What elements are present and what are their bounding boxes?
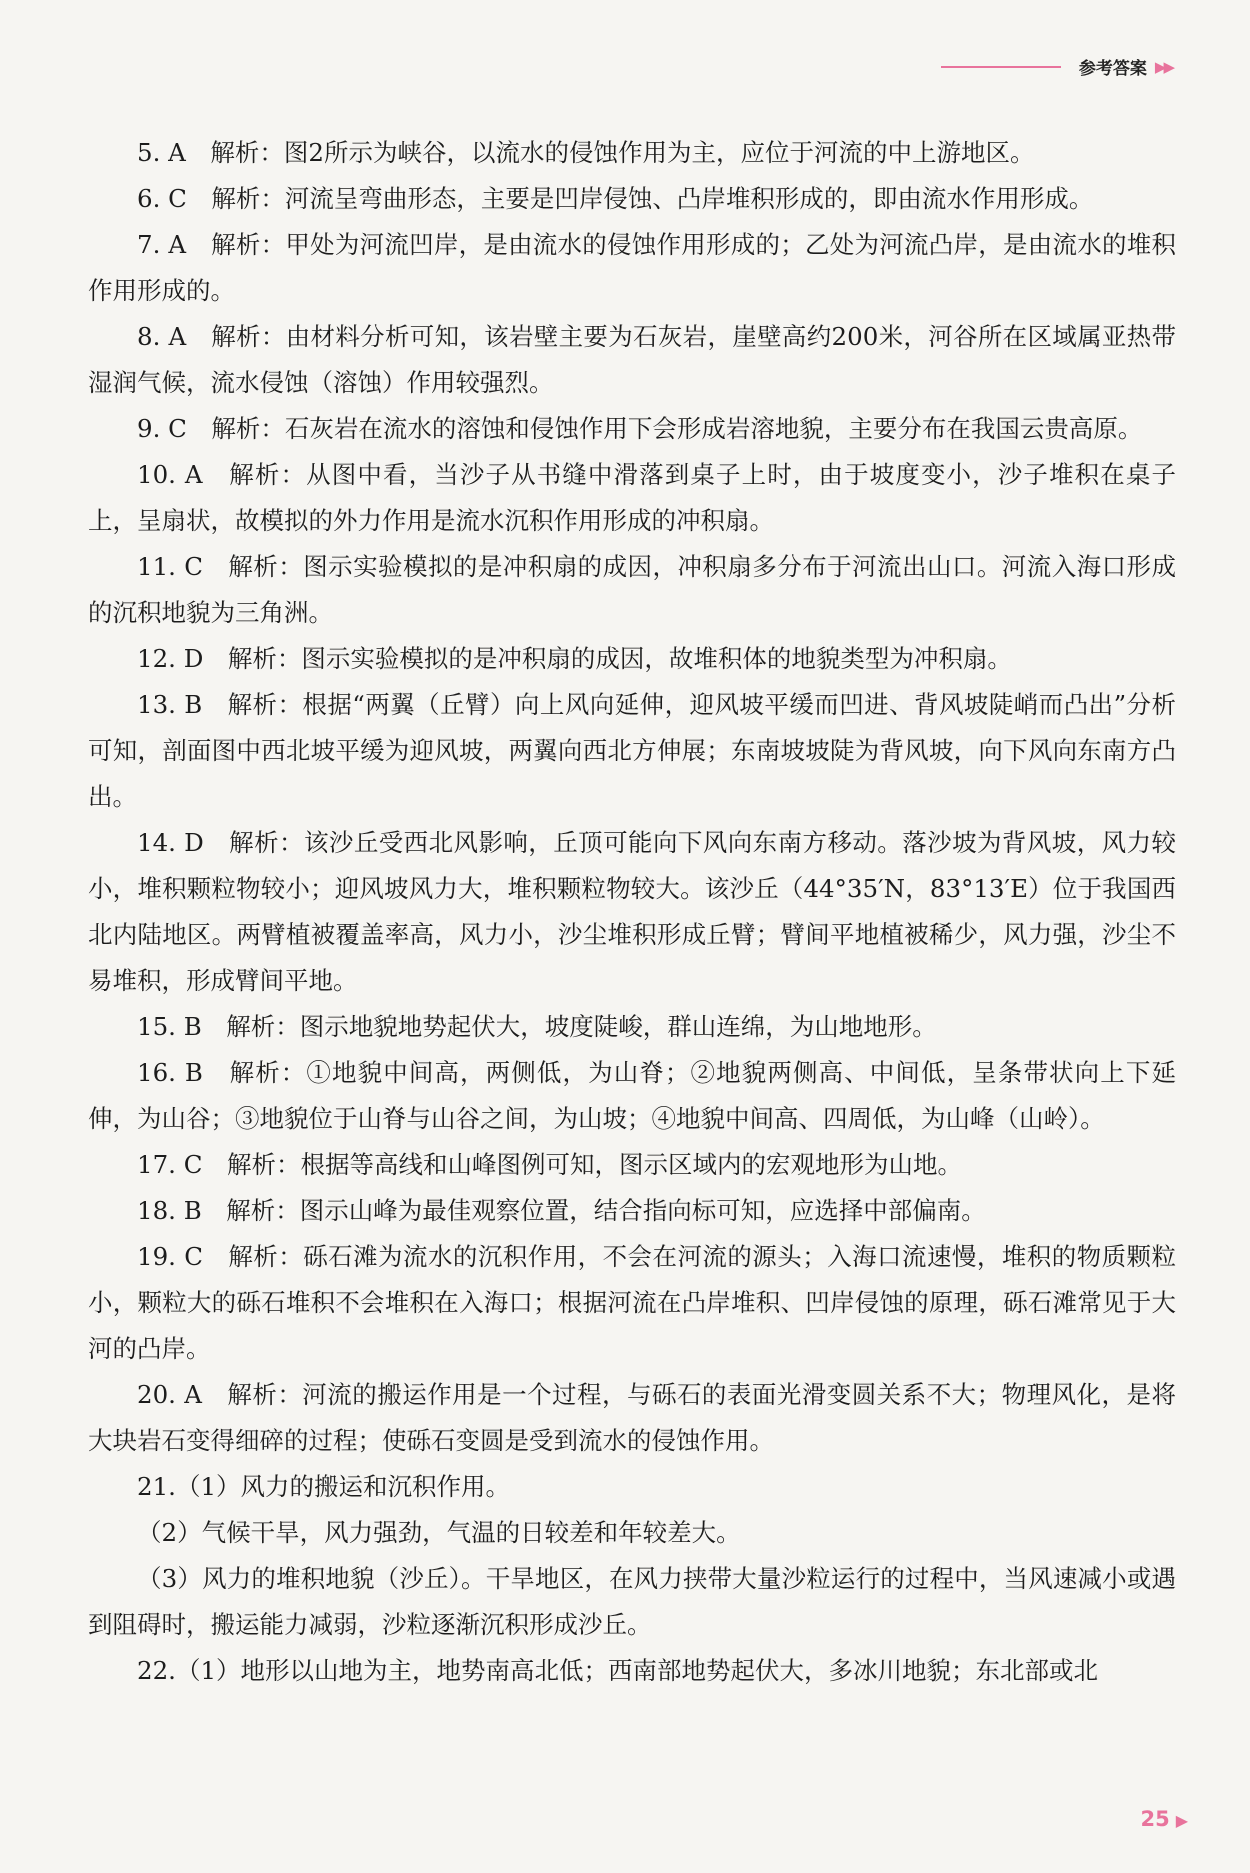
answer-paragraph: 11. C 解析：图示实验模拟的是冲积扇的成因，冲积扇多分布于河流出山口。河流入海口形成的沉积地貌为三角洲。 xyxy=(88,552,1176,627)
answer-paragraph: 22.（1）地形以山地为主，地势南高北低；西南部地势起伏大，多冰川地貌；东北部或北 xyxy=(137,1656,1099,1685)
answer-paragraph: 18. B 解析：图示山峰为最佳观察位置，结合指向标可知，应选择中部偏南。 xyxy=(137,1196,986,1225)
answer-paragraph: 8. A 解析：由材料分析可知，该岩壁主要为石灰岩，崖壁高约200米，河谷所在区域属亚热带湿润气候，流水侵蚀（溶蚀）作用较强烈。 xyxy=(88,322,1176,397)
page-header xyxy=(941,54,1172,79)
answer-paragraph: （2）气候干旱，风力强劲，气温的日较差和年较差大。 xyxy=(137,1518,741,1547)
answer-paragraph: 20. A 解析：河流的搬运作用是一个过程，与砾石的表面光滑变圆关系不大；物理风化，是将大块岩石变得细碎的过程；使砾石变圆是受到流水的侵蚀作用。 xyxy=(88,1380,1176,1455)
double-arrow-icon: ▶▶ xyxy=(1154,57,1172,76)
answer-paragraph: 13. B 解析：根据“两翼（丘臂）向上风向延伸，迎风坡平缓而凹进、背风坡陡峭而凸出”分析可知，剖面图中西北坡平缓为迎风坡，两翼向西北方伸展；东南坡坡陡为背风坡，向下风向东南方凸出。 xyxy=(88,690,1176,811)
answer-paragraph: 12. D 解析：图示实验模拟的是冲积扇的成因，故堆积体的地貌类型为冲积扇。 xyxy=(137,644,1012,673)
answer-content xyxy=(88,130,1176,1694)
answer-paragraph: 15. B 解析：图示地貌地势起伏大，坡度陡峻，群山连绵，为山地地形。 xyxy=(137,1012,937,1041)
answer-paragraph: （3）风力的堆积地貌（沙丘）。干旱地区，在风力挟带大量沙粒运行的过程中，当风速减小或遇到阻碍时，搬运能力减弱，沙粒逐渐沉积形成沙丘。 xyxy=(88,1564,1176,1639)
answer-paragraph: 19. C 解析：砾石滩为流水的沉积作用，不会在河流的源头；入海口流速慢，堆积的物质颗粒小，颗粒大的砾石堆积不会堆积在入海口；根据河流在凸岸堆积、凹岸侵蚀的原理，砾石滩常见于大河的凸岸。 xyxy=(88,1242,1176,1363)
page-number xyxy=(1140,1807,1188,1831)
answer-paragraph: 16. B 解析：①地貌中间高，两侧低，为山脊；②地貌两侧高、中间低，呈条带状向上下延伸，为山谷；③地貌位于山脊与山谷之间，为山坡；④地貌中间高、四周低，为山峰（山岭）。 xyxy=(88,1058,1176,1133)
answer-paragraph: 14. D 解析：该沙丘受西北风影响，丘顶可能向下风向东南方移动。落沙坡为背风坡，风力较小，堆积颗粒物较小；迎风坡风力大，堆积颗粒物较大。该沙丘（44°35′N，83°13′E）位于我国西北内陆地区。两臂植被覆盖率高，风力小，沙尘堆积形成丘臂；臂间平地植被稀少，风力强，沙尘不易堆积，形成臂间平地。 xyxy=(88,828,1176,995)
answer-paragraph: 6. C 解析：河流呈弯曲形态，主要是凹岸侵蚀、凸岸堆积形成的，即由流水作用形成。 xyxy=(137,184,1094,213)
header-title: 参考答案 xyxy=(1078,59,1147,79)
answer-paragraph: 7. A 解析：甲处为河流凹岸，是由流水的侵蚀作用形成的；乙处为河流凸岸，是由流水的堆积作用形成的。 xyxy=(88,230,1176,305)
answer-paragraph: 9. C 解析：石灰岩在流水的溶蚀和侵蚀作用下会形成岩溶地貌，主要分布在我国云贵高原。 xyxy=(137,414,1143,443)
answer-paragraph: 5. A 解析：图2所示为峡谷，以流水的侵蚀作用为主，应位于河流的中上游地区。 xyxy=(137,138,1035,167)
answer-paragraph: 17. C 解析：根据等高线和山峰图例可知，图示区域内的宏观地形为山地。 xyxy=(137,1150,962,1179)
page-number-text: 25 xyxy=(1140,1807,1170,1831)
answer-paragraph: 10. A 解析：从图中看，当沙子从书缝中滑落到桌子上时，由于坡度变小，沙子堆积在桌子上，呈扇状，故模拟的外力作用是流水沉积作用形成的冲积扇。 xyxy=(88,460,1176,535)
answer-paragraph: 21.（1）风力的搬运和沉积作用。 xyxy=(137,1472,511,1501)
header-divider-line xyxy=(941,66,1061,68)
arrow-right-icon: ▶ xyxy=(1175,1811,1188,1830)
